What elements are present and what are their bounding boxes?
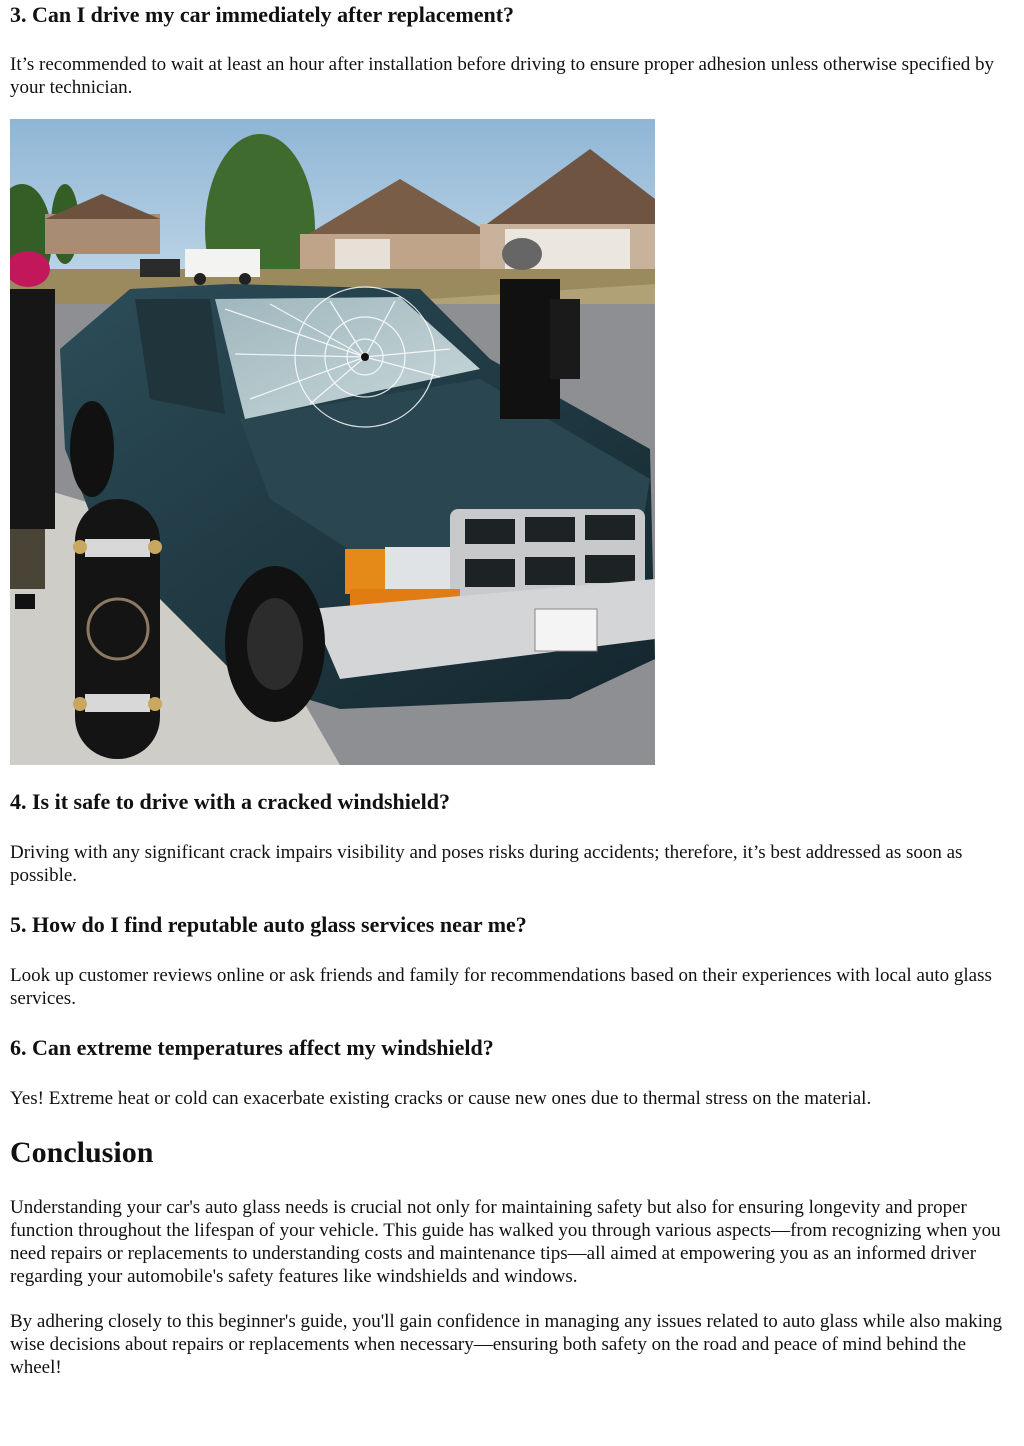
truck-cracked-windshield-illustration bbox=[10, 119, 655, 765]
conclusion-paragraph-1: Understanding your car's auto glass needs is crucial not only for maintaining safety but also for ensuring longevity and proper function throughout the lifespan of your vehicle. This guide has walked you through various aspects—from recognizing when you need repairs or replacements to understanding costs and maintenance tips—all aimed at empowering you as an informed driver regarding your automobile's safety features like windshields and windows. bbox=[10, 1197, 1001, 1287]
faq-question-4: 4. Is it safe to drive with a cracked windshield? bbox=[10, 789, 450, 814]
article-photo bbox=[10, 119, 655, 765]
conclusion-paragraph-2: By adhering closely to this beginner's guide, you'll gain confidence in managing any issues related to auto glass while also making wise decisions about repairs or replacements when necessary—ensuring both safety on the road and peace of mind behind the wheel! bbox=[10, 1311, 1002, 1378]
faq-question-3: 3. Can I drive my car immediately after replacement? bbox=[10, 2, 515, 27]
faq-question-5: 5. How do I find reputable auto glass services near me? bbox=[10, 912, 527, 937]
faq-answer-5: Look up customer reviews online or ask friends and family for recommendations based on their experiences with local auto glass services. bbox=[10, 965, 992, 1009]
faq-answer-3: It’s recommended to wait at least an hour after installation before driving to ensure proper adhesion unless otherwise specified by your technician. bbox=[10, 54, 995, 98]
faq-question-6: 6. Can extreme temperatures affect my windshield? bbox=[10, 1035, 494, 1060]
faq-answer-6: Yes! Extreme heat or cold can exacerbate existing cracks or cause new ones due to thermal stress on the material. bbox=[10, 1088, 872, 1109]
faq-answer-4: Driving with any significant crack impairs visibility and poses risks during accidents; therefore, it’s best addressed as soon as possible. bbox=[10, 842, 963, 886]
conclusion-heading: Conclusion bbox=[10, 1136, 154, 1169]
